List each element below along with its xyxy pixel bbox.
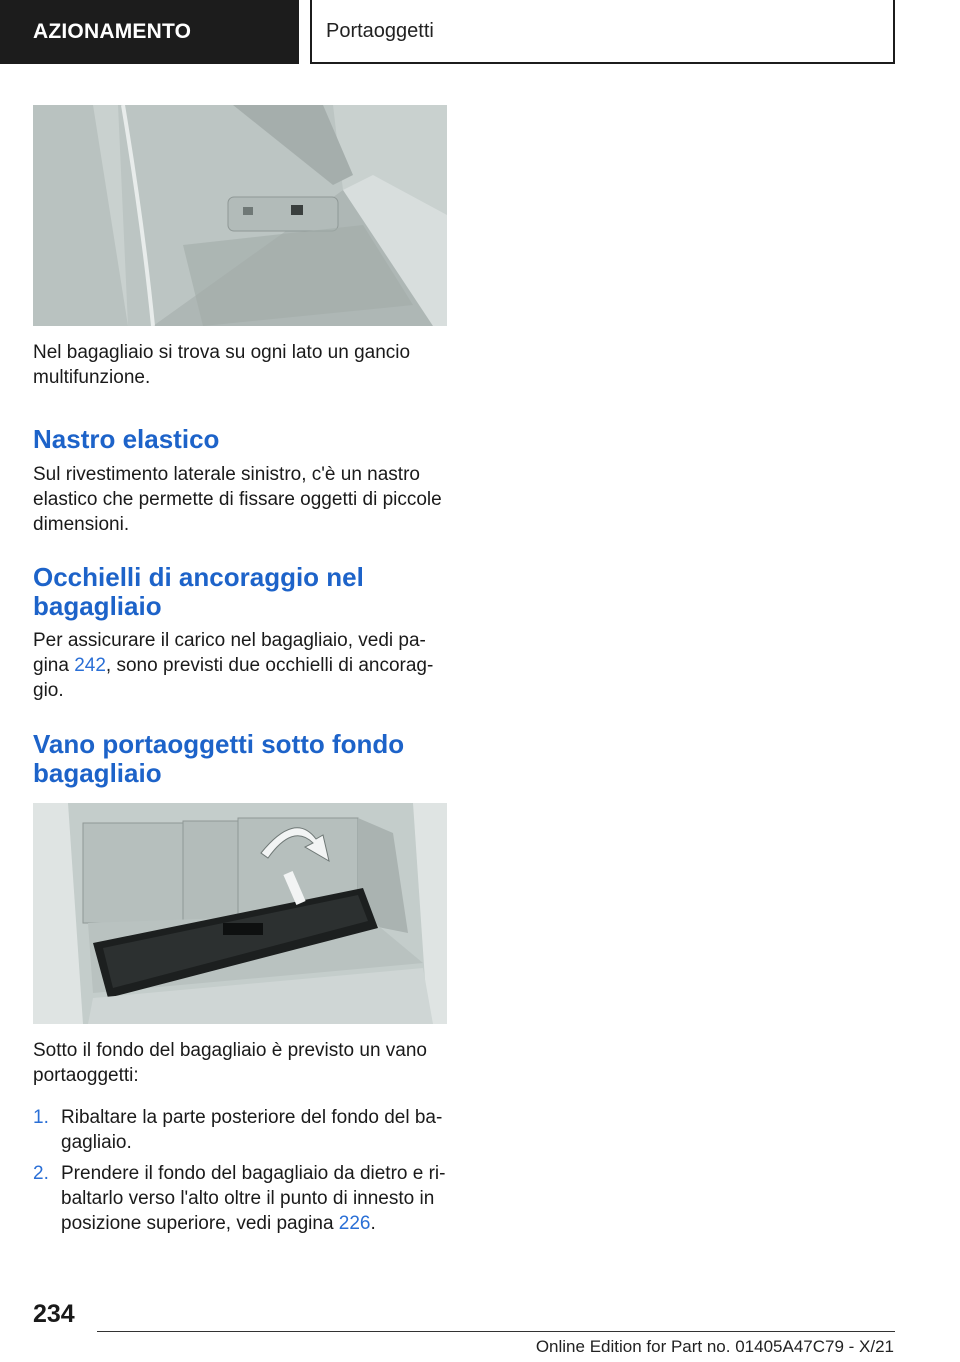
step-2-line3-post: . [370, 1213, 376, 1234]
p3-line3: gio. [33, 680, 64, 701]
p3-line1: Per assicurare il carico nel bagagliaio, vedi pa‐ [33, 630, 426, 651]
heading-elastic-strap: Nastro elastico [33, 424, 220, 454]
footer-divider [97, 1331, 895, 1332]
step-1-text [61, 1105, 451, 1155]
step-2-number: 2. [33, 1163, 49, 1184]
topic-title: Portaoggetti [310, 0, 895, 64]
heading-underfloor-storage [33, 730, 453, 788]
section-tab: AZIONAMENTO [0, 0, 299, 64]
heading-underfloor-line1: Vano portaoggetti sotto fondo [33, 729, 405, 759]
step-2 [33, 1161, 453, 1236]
step-2-line2: baltarlo verso l'alto oltre il punto di innesto in [61, 1188, 435, 1209]
page-link-226[interactable]: 226 [338, 1213, 371, 1234]
paragraph-elastic-strap: Sul rivestimento laterale sinistro, c'è un nastro elastico che permette di fissare oggetti di piccole dimensioni. [33, 464, 442, 535]
step-1 [33, 1105, 453, 1155]
cargo-floor-illustration [33, 803, 447, 1024]
step-1-line1: Ribaltare la parte posteriore del fondo del ba‐ [61, 1107, 443, 1128]
step-2-line3-pre: posizione superiore, vedi pagina [61, 1213, 339, 1234]
heading-tie-down-eyes-line2: bagagliaio [33, 591, 162, 621]
step-2-text [61, 1161, 451, 1236]
heading-tie-down-eyes-line1: Occhielli di ancoraggio nel [33, 562, 364, 592]
footer-edition: Online Edition for Part no. 01405A47C79 - X/21 [535, 1337, 894, 1356]
paragraph-hooks: Nel bagagliaio si trova su ogni lato un gancio multifunzione. [33, 342, 411, 388]
page-number: 234 [33, 1300, 75, 1328]
step-1-line2: gagliaio. [61, 1132, 132, 1153]
page-link-242[interactable]: 242 [74, 655, 106, 676]
heading-tie-down-eyes [33, 563, 453, 621]
p3-line2-pre: gina [33, 655, 75, 676]
step-2-line1: Prendere il fondo del bagagliaio da dietro e ri‐ [61, 1163, 446, 1184]
trunk-hook-illustration [33, 105, 447, 326]
paragraph-tie-down-eyes [33, 628, 453, 703]
step-2-line3 [61, 1211, 451, 1236]
step-1-number: 1. [33, 1107, 49, 1128]
p3-line2 [33, 653, 453, 678]
heading-underfloor-line2: bagagliaio [33, 758, 162, 788]
paragraph-storage-intro: Sotto il fondo del bagagliaio è previsto un vano portaoggetti: [33, 1040, 427, 1086]
p3-line2-post: , sono previsti due occhielli di ancorag‐ [105, 655, 434, 676]
